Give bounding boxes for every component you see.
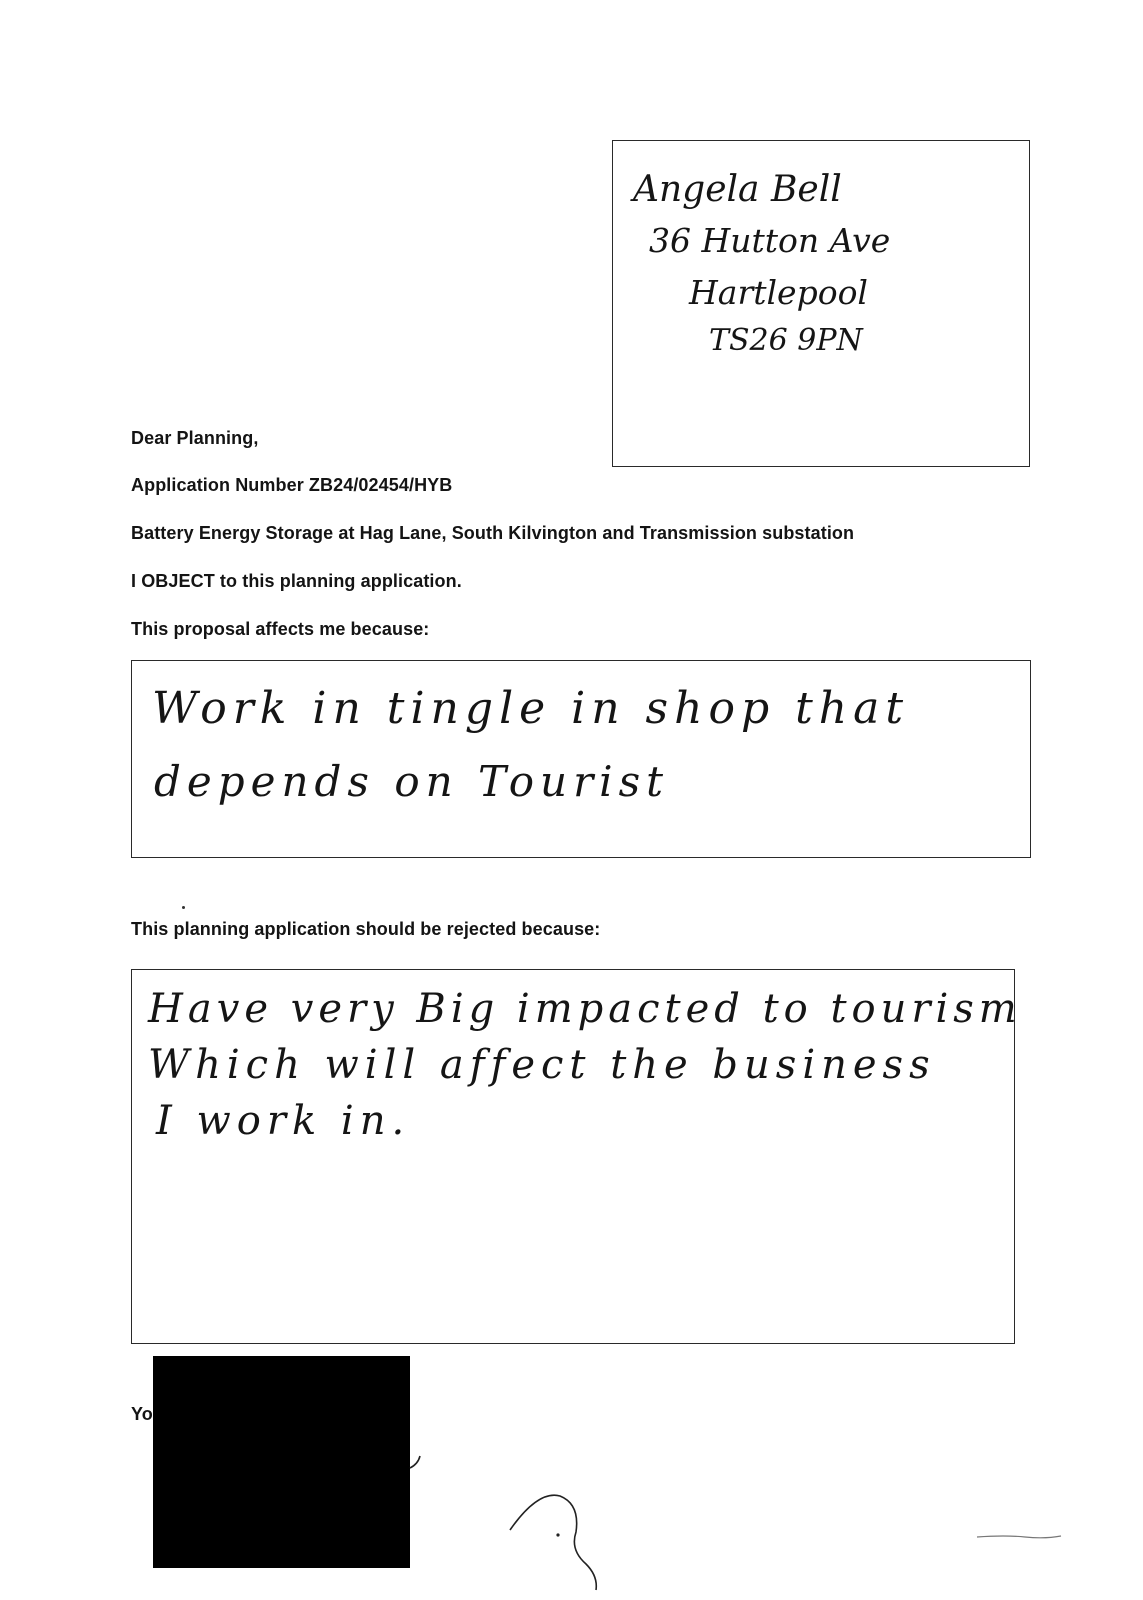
address-postcode: TS26 9PN: [709, 323, 863, 358]
signature-stroke: [408, 1440, 608, 1580]
rejected-prompt: This planning application should be rejected because:: [131, 919, 601, 939]
address-name: Angela Bell: [633, 169, 842, 210]
objection-rest: to this planning application.: [214, 571, 462, 591]
address-box: [612, 140, 1030, 467]
rejected-answer-line-1: Have very Big impacted to tourism: [148, 986, 1022, 1032]
objection-bold: I OBJECT: [131, 571, 215, 591]
application-subject: Battery Energy Storage at Hag Lane, South Kilvington and Transmission substation: [131, 523, 855, 543]
scan-dot: [182, 906, 185, 909]
objection-statement: [131, 571, 462, 592]
redaction-block: [153, 1356, 410, 1568]
rejected-answer-box: [131, 969, 1022, 1344]
affects-answer-line-2: depends on Tourist: [154, 757, 670, 806]
address-street: 36 Hutton Ave: [649, 221, 891, 260]
address-town: Hartlepool: [689, 273, 868, 312]
rejected-answer-line-3: I work in.: [156, 1098, 411, 1144]
affects-prompt: This proposal affects me because:: [131, 619, 430, 639]
rejected-answer-line-2: Which will affect the business: [148, 1042, 936, 1088]
signoff-partial: Yo: [131, 1404, 153, 1424]
affects-answer-line-1: Work in tingle in shop that: [152, 683, 910, 734]
salutation: Dear Planning,: [131, 428, 259, 448]
affects-answer-box: [131, 660, 1031, 858]
application-number: Application Number ZB24/02454/HYB: [131, 475, 453, 495]
stray-mark: [975, 1532, 1065, 1542]
